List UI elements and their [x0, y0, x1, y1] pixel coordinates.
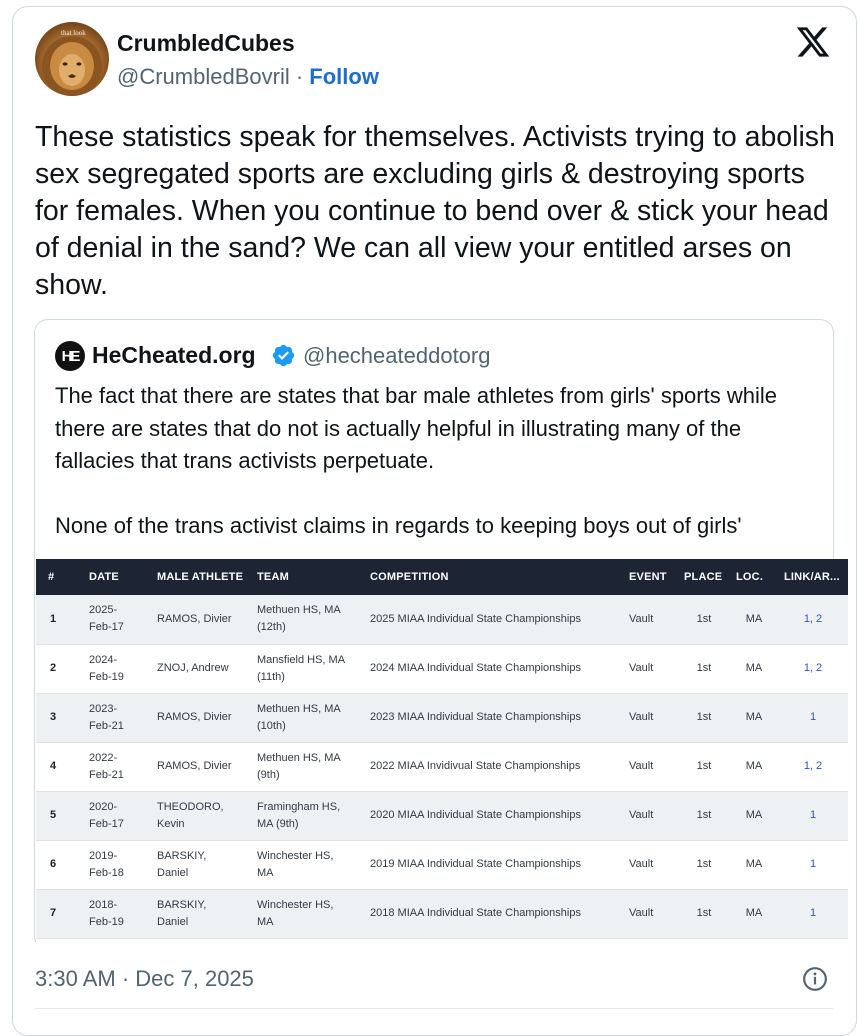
cell-loc-text: MA	[745, 858, 763, 870]
cell-event-text: Vault	[629, 711, 654, 723]
cell-competition-text: 2024 MIAA Individual State Championships	[370, 662, 581, 674]
cell-team-text: Methuen HS, MA	[257, 751, 341, 764]
cell-link[interactable]	[778, 595, 848, 644]
cell-link-text: 1, 2	[803, 662, 823, 674]
cell-competition-text: 2022 MIAA Invidivual State Championships	[370, 760, 581, 772]
header-link: LINK/AR...	[784, 571, 840, 583]
quoted-tweet[interactable]	[34, 319, 840, 950]
cell-athlete-text: ZNOJ, Andrew	[157, 662, 229, 674]
cell-athlete-text: BARSKIY,	[157, 898, 207, 911]
cell-event-text: Vault	[629, 662, 654, 674]
cell-date-text: Feb-21	[89, 719, 124, 732]
cell-athlete-text: RAMOS, Divier	[157, 760, 232, 772]
cell-team-text: (10th)	[257, 719, 286, 732]
cell-competition	[364, 595, 623, 644]
table-row	[36, 840, 848, 889]
cell-athlete	[151, 889, 251, 938]
cell-link-text: 1	[809, 711, 817, 723]
cell-date-text: Feb-17	[89, 817, 124, 830]
cell-team-text: Winchester HS,	[257, 898, 334, 911]
cell-event	[623, 791, 678, 840]
quoted-handle[interactable]: @hecheateddotorg	[303, 343, 491, 368]
author-handle-row	[117, 64, 379, 90]
cell-athlete	[151, 644, 251, 693]
cell-link-text: 1	[809, 809, 817, 821]
cell-link-text: 1, 2	[803, 760, 823, 772]
cell-date-text: 2024-	[89, 653, 118, 666]
x-logo-icon[interactable]	[795, 24, 831, 60]
cell-team	[251, 595, 364, 644]
header-team: TEAM	[257, 571, 289, 583]
cell-athlete	[151, 840, 251, 889]
cell-date-text: Feb-21	[89, 768, 124, 781]
cell-loc	[730, 693, 778, 742]
cell-event	[623, 889, 678, 938]
cell-team	[251, 742, 364, 791]
tweet-timestamp[interactable]: 3:30 AM · Dec 7, 2025	[35, 966, 254, 991]
cell-loc-text: MA	[745, 662, 763, 674]
cell-competition-text: 2020 MIAA Individual State Championships	[370, 809, 581, 821]
header-event: EVENT	[629, 571, 667, 583]
cell-competition	[364, 889, 623, 938]
cell-num-text: 2	[50, 662, 57, 674]
cell-num-text: 7	[50, 907, 57, 919]
cell-date-text: 2025-	[89, 604, 118, 617]
divider	[35, 1008, 833, 1009]
cell-date-text: 2023-	[89, 702, 118, 715]
cell-event	[623, 840, 678, 889]
cell-loc-text: MA	[745, 612, 763, 625]
cell-num	[36, 595, 83, 644]
cell-place-text: 1st	[696, 858, 712, 870]
cell-competition	[364, 693, 623, 742]
cell-place	[678, 840, 730, 889]
quoted-avatar[interactable]: HE	[55, 341, 85, 371]
cell-team	[251, 693, 364, 742]
cell-loc	[730, 889, 778, 938]
lion-avatar-icon	[35, 22, 109, 96]
author-display-name[interactable]: CrumbledCubes	[117, 30, 295, 56]
cell-link[interactable]	[778, 693, 848, 742]
cell-date-text: 2020-	[89, 800, 118, 813]
cell-athlete-text: THEODORO,	[157, 800, 224, 813]
quoted-table-image[interactable]	[36, 559, 840, 951]
cell-num	[36, 791, 83, 840]
cell-date-text: Feb-19	[89, 670, 124, 683]
cell-date-text: Feb-17	[89, 621, 124, 634]
cell-place-text: 1st	[696, 711, 712, 723]
table-row	[36, 791, 848, 840]
quoted-display-name[interactable]: HeCheated.org	[92, 342, 256, 368]
cell-competition	[364, 644, 623, 693]
cell-link[interactable]	[778, 742, 848, 791]
header-athlete: MALE ATHLETE	[157, 571, 244, 583]
cell-num-text: 4	[50, 760, 57, 772]
cell-athlete-text: BARSKIY,	[157, 849, 207, 862]
follow-button[interactable]: Follow	[309, 64, 379, 89]
cell-team-text: Methuen HS, MA	[257, 702, 341, 715]
cell-date	[83, 644, 151, 693]
cell-date	[83, 742, 151, 791]
cell-place-text: 1st	[696, 907, 712, 919]
cell-place	[678, 889, 730, 938]
cell-place-text: 1st	[696, 760, 712, 772]
cell-loc-text: MA	[745, 760, 763, 772]
cell-athlete	[151, 693, 251, 742]
cell-event	[623, 742, 678, 791]
cell-competition	[364, 840, 623, 889]
avatar-caption: that look	[61, 29, 86, 37]
cell-competition-text: 2019 MIAA Individual State Championships	[370, 858, 581, 870]
cell-loc	[730, 742, 778, 791]
verified-badge-icon	[271, 343, 296, 368]
cell-team-text: (9th)	[257, 768, 280, 781]
author-handle[interactable]: @CrumbledBovril	[117, 64, 290, 89]
cell-event-text: Vault	[629, 612, 654, 625]
cell-link[interactable]	[778, 791, 848, 840]
cell-place	[678, 644, 730, 693]
cell-team-text: Framingham HS,	[257, 800, 341, 813]
cell-place-text: 1st	[696, 809, 712, 821]
cell-place	[678, 742, 730, 791]
cell-event	[623, 595, 678, 644]
cell-date-text: Feb-18	[89, 866, 124, 879]
cell-team	[251, 840, 364, 889]
cell-competition	[364, 791, 623, 840]
cell-place	[678, 693, 730, 742]
cell-event-text: Vault	[629, 760, 654, 772]
cell-event	[623, 693, 678, 742]
cell-link[interactable]	[778, 889, 848, 938]
cell-num	[36, 889, 83, 938]
cell-team-text: MA	[257, 915, 274, 928]
cell-date	[83, 791, 151, 840]
cell-place	[678, 791, 730, 840]
cell-event-text: Vault	[629, 858, 654, 870]
cell-place	[678, 595, 730, 644]
author-avatar[interactable]	[35, 22, 109, 96]
cell-team-text: Mansfield HS, MA	[257, 653, 346, 666]
cell-date-text: 2022-	[89, 751, 118, 764]
cell-team	[251, 791, 364, 840]
cell-link[interactable]	[778, 840, 848, 889]
cell-link-text: 1	[809, 907, 817, 919]
cell-place-text: 1st	[696, 612, 712, 625]
cell-num-text: 3	[50, 711, 57, 723]
cell-athlete-text: Daniel	[157, 915, 189, 928]
cell-loc-text: MA	[745, 907, 763, 919]
cell-date	[83, 693, 151, 742]
cell-loc	[730, 644, 778, 693]
cell-team	[251, 644, 364, 693]
header-num: #	[48, 571, 55, 583]
cell-athlete-text: RAMOS, Divier	[157, 711, 232, 723]
cell-team	[251, 889, 364, 938]
cell-num-text: 1	[50, 612, 57, 625]
cell-link[interactable]	[778, 644, 848, 693]
info-icon[interactable]	[802, 966, 828, 992]
cell-loc	[730, 595, 778, 644]
athlete-table	[36, 559, 848, 939]
cell-team-text: Winchester HS,	[257, 849, 334, 862]
cell-date	[83, 595, 151, 644]
cell-link-text: 1, 2	[803, 612, 823, 625]
cell-event-text: Vault	[629, 809, 654, 821]
cell-num-text: 5	[50, 809, 57, 821]
table-header-row	[36, 559, 848, 595]
table-row	[36, 644, 848, 693]
tweet-text: These statistics speak for themselves. Activists trying to abolish sex segregated sports are excluding girls & destroying sports for females. When you continue to bend over & stick your head of denial in the sand? We can all view your entitled arses on show.	[35, 121, 835, 301]
handle-separator: ·	[289, 64, 310, 89]
cell-date	[83, 889, 151, 938]
cell-team-text: (11th)	[257, 670, 285, 683]
cell-competition-text: 2018 MIAA Individual State Championships	[370, 907, 581, 919]
cell-athlete	[151, 595, 251, 644]
cell-link-text: 1	[809, 858, 817, 870]
cell-athlete	[151, 791, 251, 840]
header-date: DATE	[89, 571, 119, 583]
quoted-paragraph-1: The fact that there are states that bar male athletes from girls' sports while there are states that do not is actually helpful in illustrating many of the fallacies that trans activists perpetuate.	[55, 383, 777, 473]
cell-loc-text: MA	[745, 711, 763, 723]
cell-competition	[364, 742, 623, 791]
cell-date	[83, 840, 151, 889]
cell-team-text: (12th)	[257, 621, 286, 634]
cell-event-text: Vault	[629, 907, 654, 919]
header-loc: LOC.	[736, 571, 764, 583]
cell-num	[36, 840, 83, 889]
cell-athlete-text: Kevin	[157, 817, 185, 830]
header-competition: COMPETITION	[370, 571, 449, 583]
table-row	[36, 742, 848, 791]
cell-date-text: Feb-19	[89, 915, 124, 928]
table-row	[36, 693, 848, 742]
cell-num	[36, 644, 83, 693]
header-place: PLACE	[684, 571, 723, 583]
cell-team-text: MA (9th)	[257, 817, 299, 830]
cell-athlete	[151, 742, 251, 791]
cell-competition-text: 2025 MIAA Individual State Championships	[370, 612, 581, 625]
quoted-paragraph-2: None of the trans activist claims in regards to keeping boys out of girls'	[55, 513, 742, 538]
cell-athlete-text: RAMOS, Divier	[157, 612, 232, 625]
table-row	[36, 889, 848, 938]
cell-num	[36, 693, 83, 742]
cell-date-text: 2018-	[89, 898, 118, 911]
cell-date-text: 2019-	[89, 849, 118, 862]
cell-team-text: MA	[257, 866, 274, 879]
cell-athlete-text: Daniel	[157, 866, 189, 879]
cell-place-text: 1st	[696, 662, 712, 674]
cell-competition-text: 2023 MIAA Individual State Championships	[370, 711, 581, 723]
cell-num-text: 6	[50, 858, 57, 870]
cell-loc-text: MA	[745, 809, 763, 821]
cell-num	[36, 742, 83, 791]
quoted-text	[55, 380, 825, 575]
cell-loc	[730, 840, 778, 889]
cell-team-text: Methuen HS, MA	[257, 604, 341, 617]
table-row	[36, 595, 848, 644]
cell-loc	[730, 791, 778, 840]
cell-event	[623, 644, 678, 693]
